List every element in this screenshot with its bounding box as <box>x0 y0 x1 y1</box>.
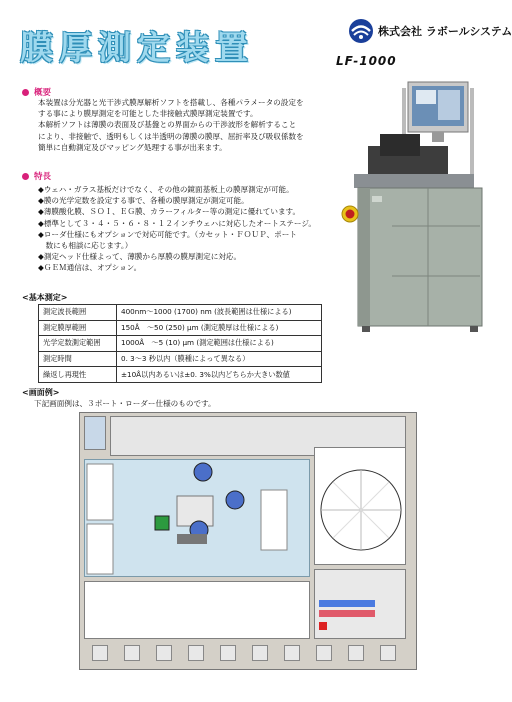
overview-line: 本解析ソフトは薄膜の表面及び基盤との界面からの干渉波形を解析すること <box>38 120 297 130</box>
toolbar-button[interactable] <box>380 645 396 661</box>
toolbar-button[interactable] <box>348 645 364 661</box>
spec-key: 繰返し再現性 <box>39 367 117 383</box>
overview-line: 本装置は分光器と光干渉式膜厚解析ソフトを搭載し、各種パラメータの設定を <box>38 98 304 107</box>
toolbar-button[interactable] <box>252 645 268 661</box>
toolbar-button[interactable] <box>124 645 140 661</box>
bullet-dot-icon <box>22 89 29 96</box>
toolbar-button[interactable] <box>188 645 204 661</box>
example-caption: 下記画面例は、３ポート・ローダー仕様のものです。 <box>34 399 216 408</box>
spec-value: 400nm～1000 (1700) nm (波長範囲は仕様による) <box>117 305 322 321</box>
company-name: 株式会社 ラボールシステム <box>378 25 512 38</box>
feature-item: ◆ＧＥＭ通信は、オプション。 <box>38 263 142 273</box>
feature-item: ◆ウェハ・ガラス基板だけでなく、その他の鏡面基板上の膜厚測定が可能。 <box>38 185 294 194</box>
overview-line: 簡単に自動測定及びマッピング処理する事が出来ます。 <box>38 142 227 152</box>
start-button[interactable] <box>319 600 375 607</box>
features-heading-text: 特長 <box>34 172 52 182</box>
features-heading <box>22 170 51 182</box>
toolbar-button[interactable] <box>316 645 332 661</box>
wafer-map-panel <box>314 447 406 565</box>
spec-key: 測定時間 <box>39 351 117 367</box>
stop-button[interactable] <box>319 610 375 617</box>
result-data-grid <box>84 581 310 639</box>
table-row <box>39 367 322 383</box>
status-panel <box>84 416 106 450</box>
spec-table <box>38 304 322 383</box>
feature-item: ◆薄膜酸化膜、ＳＯＩ、ＥＧ膜、カラーフィルター等の測定に優れています。 <box>38 207 301 217</box>
loader-diagram <box>85 460 311 578</box>
table-row <box>39 351 322 367</box>
spec-value: 1000Å ～5 (10) μm (測定範囲は仕様による) <box>117 336 322 352</box>
direction-control-icon[interactable] <box>319 622 327 630</box>
feature-item: ◆標準として３・４・５・６・８・１２インチウェハに対応したオートステージ。 <box>38 218 316 228</box>
feature-item: ◆測定ヘッド仕様よって、薄膜から厚膜の膜厚測定に対応。 <box>38 252 242 262</box>
wafer-map-grid <box>315 448 407 566</box>
spec-key: 測定波長範囲 <box>39 305 117 321</box>
machine-photo <box>332 76 488 334</box>
overview-heading-text: 概要 <box>34 88 52 98</box>
toolbar-button[interactable] <box>92 645 108 661</box>
table-row <box>39 305 322 321</box>
spec-value: ±10Å以内あるいは±0. 3%以内どちらか大きい数値 <box>117 367 322 383</box>
feature-item: ◆ローダ仕様にもオプションで対応可能です。（カセット・ＦＯＵＰ、ポート <box>38 229 297 239</box>
table-row <box>39 320 322 336</box>
toolbar-button[interactable] <box>220 645 236 661</box>
example-heading: <画面例> <box>22 388 60 397</box>
features-list <box>38 184 316 274</box>
page-title: 膜厚測定装置 <box>20 28 254 67</box>
company-logo-mark-icon <box>348 18 374 44</box>
software-screenshot <box>79 412 417 670</box>
spec-value: 0. 3～3 秒以内（膜種によって異なる） <box>117 351 322 367</box>
company-logo <box>348 18 512 44</box>
bullet-dot-icon <box>22 173 29 180</box>
toolbar-button[interactable] <box>156 645 172 661</box>
bottom-toolbar <box>84 645 414 667</box>
table-row <box>39 336 322 352</box>
spec-value: 150Å ～50 (250) μm (測定膜厚は仕様による) <box>117 320 322 336</box>
feature-item: 数にも相談に応じます。） <box>38 241 133 251</box>
model-number: LF-1000 <box>336 54 397 68</box>
overview-line: する事により膜厚測定を可能とした非接触式膜厚測定装置です。 <box>38 109 258 119</box>
feature-item: ◆膜の光学定数を設定する事で、各種の膜厚測定が測定可能。 <box>38 196 249 206</box>
loader-map-panel <box>84 459 310 577</box>
spec-key: 測定膜厚範囲 <box>39 320 117 336</box>
specs-heading: <基本測定> <box>22 293 68 302</box>
spec-key: 光学定数測定範囲 <box>39 336 117 352</box>
overview-line: により、非接触で、透明もしくは半透明の薄膜の膜厚、屈折率及び吸収係数を <box>38 131 304 141</box>
toolbar-button[interactable] <box>284 645 300 661</box>
overview-paragraph <box>38 97 304 153</box>
control-panel <box>314 569 406 639</box>
